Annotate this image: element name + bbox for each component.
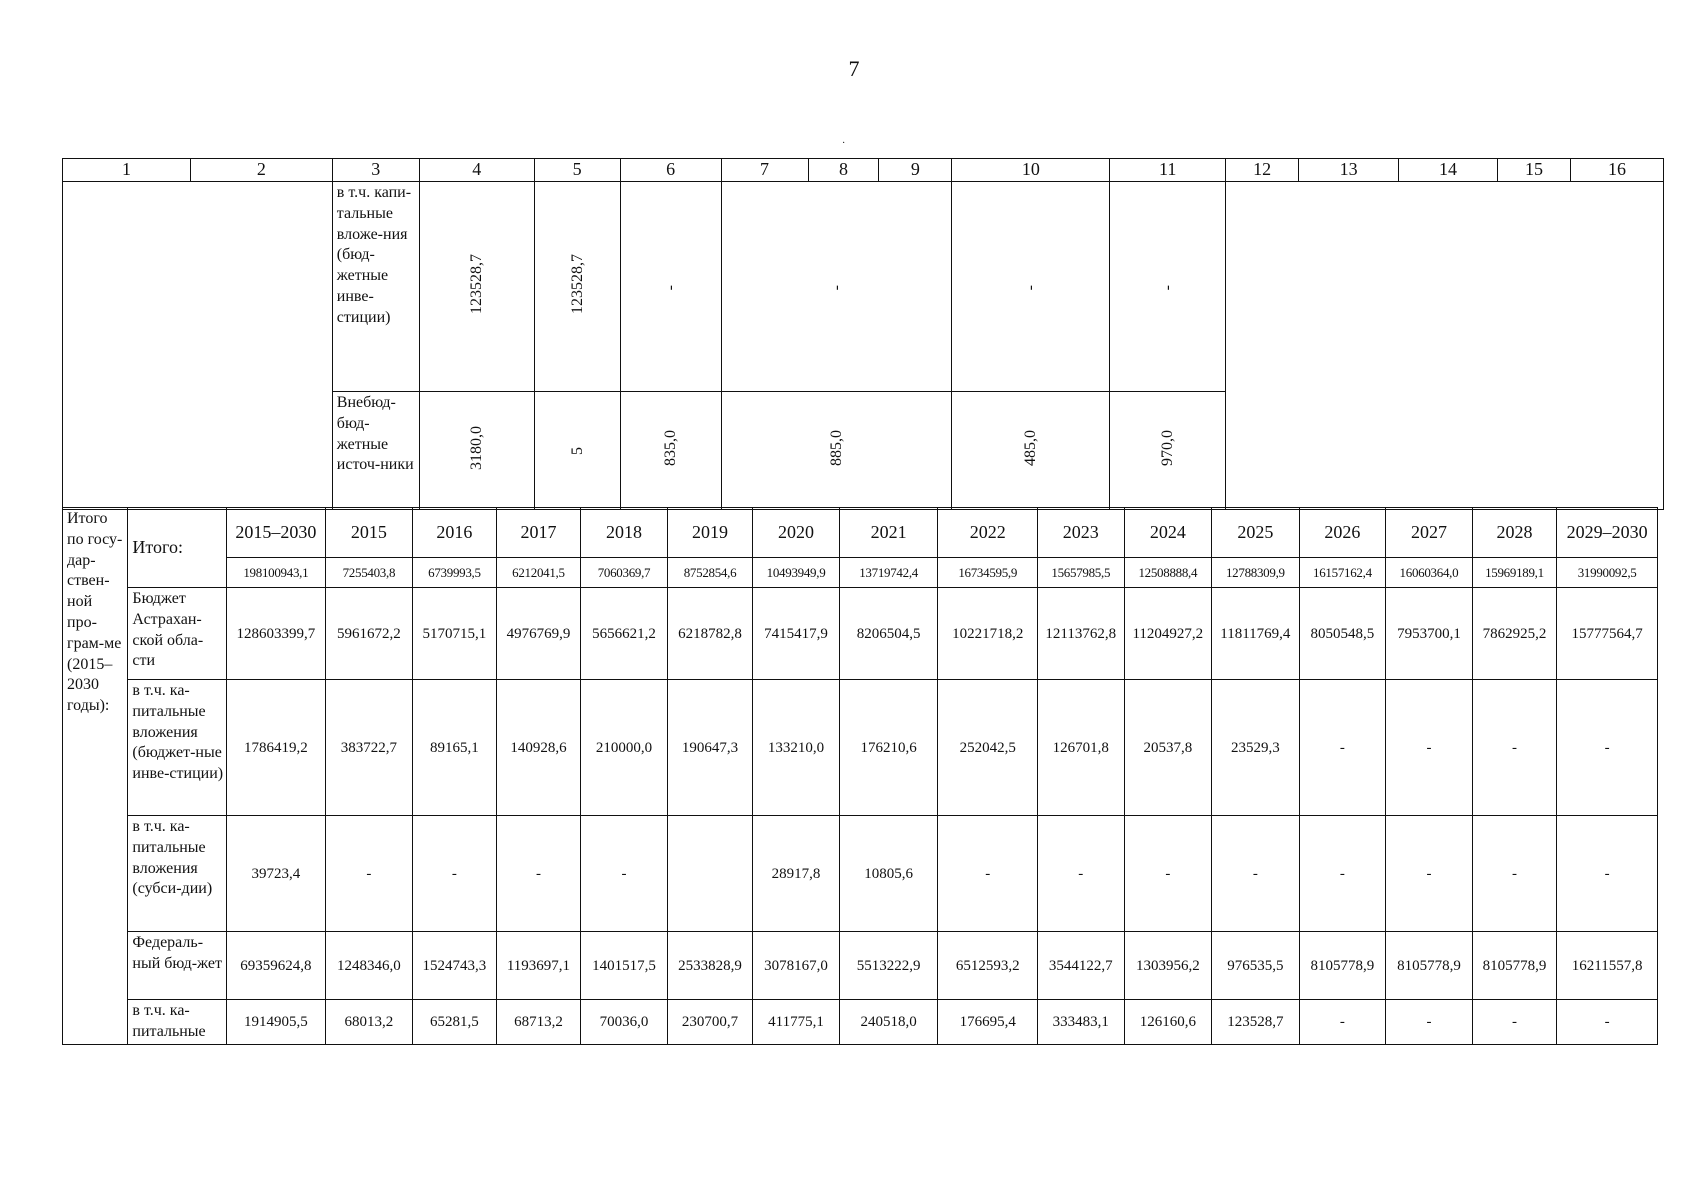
- value-cell: 976535,5: [1212, 932, 1300, 1000]
- value-cell: 128603399,7: [227, 588, 326, 680]
- value-cell: 70036,0: [581, 1000, 668, 1045]
- table-row: [63, 932, 1658, 1000]
- row-label: Внебюд-бюд-жетные источ-ники: [332, 392, 419, 510]
- value-cell: 5656621,2: [581, 588, 668, 680]
- value-cell: -: [1386, 1000, 1473, 1045]
- year-header: 2022: [938, 508, 1038, 558]
- value-cell: 333483,1: [1038, 1000, 1125, 1045]
- year-header: 2028: [1472, 508, 1557, 558]
- year-header: 2018: [581, 508, 668, 558]
- year-header: 2024: [1124, 508, 1212, 558]
- col-header: 8: [808, 159, 879, 182]
- value-cell: 12508888,4: [1124, 558, 1212, 588]
- value-cell: 123528,7: [1212, 1000, 1300, 1045]
- value-cell: 10805,6: [839, 816, 938, 932]
- value-cell: 3078167,0: [753, 932, 840, 1000]
- table-row: [63, 816, 1658, 932]
- value-cell: 7255403,8: [325, 558, 413, 588]
- value-cell: -: [1212, 816, 1300, 932]
- year-header: 2015: [325, 508, 413, 558]
- year-header-row: [63, 508, 1658, 558]
- value-cell: 140928,6: [496, 680, 581, 816]
- value-cell: 28917,8: [753, 816, 840, 932]
- value-cell: 13719742,4: [839, 558, 938, 588]
- value-cell: 5961672,2: [325, 588, 413, 680]
- table-row-total: [63, 558, 1658, 588]
- value-cell: 885,0: [827, 430, 845, 466]
- value-cell: -: [1299, 680, 1386, 816]
- value-cell: 4976769,9: [496, 588, 581, 680]
- empty-cell: [63, 182, 333, 510]
- value-cell: 485,0: [1022, 430, 1040, 466]
- value-cell: 65281,5: [413, 1000, 497, 1045]
- value-cell: 10493949,9: [753, 558, 840, 588]
- value-cell: -: [1472, 680, 1557, 816]
- page-number: 7: [848, 56, 860, 81]
- value-cell: 835,0: [662, 430, 679, 466]
- value-cell: -: [413, 816, 497, 932]
- col-header: 13: [1299, 159, 1399, 182]
- value-cell: 7953700,1: [1386, 588, 1473, 680]
- value-cell: 8050548,5: [1299, 588, 1386, 680]
- value-cell: 190647,3: [667, 680, 753, 816]
- value-cell: 12788309,9: [1212, 558, 1300, 588]
- table-row: [63, 182, 1664, 392]
- value-cell: 6512593,2: [938, 932, 1038, 1000]
- col-header: 7: [721, 159, 808, 182]
- col-header: 5: [534, 159, 620, 182]
- value-cell: -: [496, 816, 581, 932]
- table-row: [63, 1000, 1658, 1045]
- value-cell: 89165,1: [413, 680, 497, 816]
- value-cell: 16157162,4: [1299, 558, 1386, 588]
- row-label: Федераль-ный бюд-жет: [128, 932, 227, 1000]
- value-cell: 123528,7: [568, 254, 586, 314]
- value-cell: 15657985,5: [1038, 558, 1125, 588]
- value-cell: -: [1472, 1000, 1557, 1045]
- value-cell: 16211557,8: [1557, 932, 1658, 1000]
- value-cell: -: [1299, 816, 1386, 932]
- value-cell: 16734595,9: [938, 558, 1038, 588]
- value-cell: 69359624,8: [227, 932, 326, 1000]
- value-cell: 8105778,9: [1472, 932, 1557, 1000]
- value-cell: 1914905,5: [227, 1000, 326, 1045]
- value-cell: -: [1557, 816, 1658, 932]
- col-header: 2: [190, 159, 332, 182]
- value-cell: 970,0: [1159, 430, 1177, 466]
- value-cell: 10221718,2: [938, 588, 1038, 680]
- value-cell: 6739993,5: [413, 558, 497, 588]
- value-cell: 7060369,7: [581, 558, 668, 588]
- value-cell: 6212041,5: [496, 558, 581, 588]
- row-label: в т.ч. ка-питальные вложения (бюджет-ные инве-стиции): [128, 680, 227, 816]
- value-cell: 240518,0: [839, 1000, 938, 1045]
- row-label: в т.ч. капи-тальные вложе-ния (бюд-жетные инве-стиции): [332, 182, 419, 392]
- value-cell: 1193697,1: [496, 932, 581, 1000]
- year-header: 2020: [753, 508, 840, 558]
- value-cell: 383722,7: [325, 680, 413, 816]
- value-cell: -: [1386, 680, 1473, 816]
- value-cell: 126160,6: [1124, 1000, 1212, 1045]
- value-cell: 11204927,2: [1124, 588, 1212, 680]
- col-header: 12: [1226, 159, 1299, 182]
- value-cell: -: [581, 816, 668, 932]
- top-table: [62, 158, 1664, 510]
- col-header: 11: [1110, 159, 1226, 182]
- col-header: 14: [1399, 159, 1498, 182]
- value-cell: 16060364,0: [1386, 558, 1473, 588]
- value-cell: 1524743,3: [413, 932, 497, 1000]
- value-cell: -: [1557, 1000, 1658, 1045]
- value-cell: 68713,2: [496, 1000, 581, 1045]
- value-cell: 133210,0: [753, 680, 840, 816]
- table-row: [63, 588, 1658, 680]
- value-cell: 411775,1: [753, 1000, 840, 1045]
- value-cell: 20537,8: [1124, 680, 1212, 816]
- value-cell: 252042,5: [938, 680, 1038, 816]
- value-cell: 176210,6: [839, 680, 938, 816]
- value-cell: 8105778,9: [1299, 932, 1386, 1000]
- value-cell: 12113762,8: [1038, 588, 1125, 680]
- year-header: 2025: [1212, 508, 1300, 558]
- stray-mark: ·: [842, 138, 846, 149]
- group-label: Итого по госу-дар-ствен-ной про-грам-ме (2015–2030 годы):: [63, 508, 128, 1045]
- summary-table: [62, 507, 1658, 1045]
- value-cell: 39723,4: [227, 816, 326, 932]
- value-cell: 3180,0: [468, 426, 486, 470]
- value-cell: 1248346,0: [325, 932, 413, 1000]
- col-header: 4: [419, 159, 534, 182]
- value-cell: 210000,0: [581, 680, 668, 816]
- value-cell: 7415417,9: [753, 588, 840, 680]
- col-header: 1: [63, 159, 191, 182]
- value-cell: -: [1022, 285, 1040, 291]
- value-cell: 23529,3: [1212, 680, 1300, 816]
- value-cell: 1401517,5: [581, 932, 668, 1000]
- value-cell: 2533828,9: [667, 932, 753, 1000]
- value-cell: -: [1386, 816, 1473, 932]
- year-header: 2015–2030: [227, 508, 326, 558]
- row-label: в т.ч. ка-питальные: [128, 1000, 227, 1045]
- value-cell: -: [1124, 816, 1212, 932]
- year-header: 2017: [496, 508, 581, 558]
- value-cell: 1786419,2: [227, 680, 326, 816]
- value-cell: 15777564,7: [1557, 588, 1658, 680]
- value-cell: 11811769,4: [1212, 588, 1300, 680]
- col-header: 9: [879, 159, 952, 182]
- value-cell: 176695,4: [938, 1000, 1038, 1045]
- value-cell: 198100943,1: [227, 558, 326, 588]
- value-cell: 6218782,8: [667, 588, 753, 680]
- value-cell: 7862925,2: [1472, 588, 1557, 680]
- year-header: 2021: [839, 508, 938, 558]
- value-cell: -: [827, 285, 845, 291]
- value-cell: 1303956,2: [1124, 932, 1212, 1000]
- year-header: 2019: [667, 508, 753, 558]
- year-header: 2027: [1386, 508, 1473, 558]
- value-cell: -: [1557, 680, 1658, 816]
- value-cell: 126701,8: [1038, 680, 1125, 816]
- row-label: в т.ч. ка-питальные вложения (субси-дии): [128, 816, 227, 932]
- value-cell: -: [1299, 1000, 1386, 1045]
- empty-cell: [1226, 182, 1664, 510]
- value-cell: 8105778,9: [1386, 932, 1473, 1000]
- row-label-total: Итого:: [128, 508, 227, 588]
- year-header: 2016: [413, 508, 497, 558]
- column-number-row: [63, 159, 1664, 182]
- value-cell: -: [1159, 285, 1177, 291]
- year-header: 2023: [1038, 508, 1125, 558]
- value-cell: 5: [568, 446, 586, 455]
- value-cell: 8752854,6: [667, 558, 753, 588]
- value-cell: -: [1038, 816, 1125, 932]
- year-header: 2029–2030: [1557, 508, 1658, 558]
- col-header: 3: [332, 159, 419, 182]
- value-cell: -: [662, 285, 679, 291]
- value-cell: -: [325, 816, 413, 932]
- value-cell: 15969189,1: [1472, 558, 1557, 588]
- value-cell: -: [938, 816, 1038, 932]
- value-cell: 230700,7: [667, 1000, 753, 1045]
- col-header: 15: [1497, 159, 1570, 182]
- value-cell: 5170715,1: [413, 588, 497, 680]
- col-header: 10: [952, 159, 1110, 182]
- value-cell: 123528,7: [468, 254, 486, 314]
- value-cell: 31990092,5: [1557, 558, 1658, 588]
- value-cell: -: [1472, 816, 1557, 932]
- value-cell: 5513222,9: [839, 932, 938, 1000]
- value-cell: 68013,2: [325, 1000, 413, 1045]
- col-header: 6: [620, 159, 721, 182]
- row-label: Бюджет Астрахан-ской обла-сти: [128, 588, 227, 680]
- value-cell: [667, 816, 753, 932]
- table-row: [63, 680, 1658, 816]
- value-cell: 3544122,7: [1038, 932, 1125, 1000]
- col-header: 16: [1570, 159, 1663, 182]
- value-cell: 8206504,5: [839, 588, 938, 680]
- year-header: 2026: [1299, 508, 1386, 558]
